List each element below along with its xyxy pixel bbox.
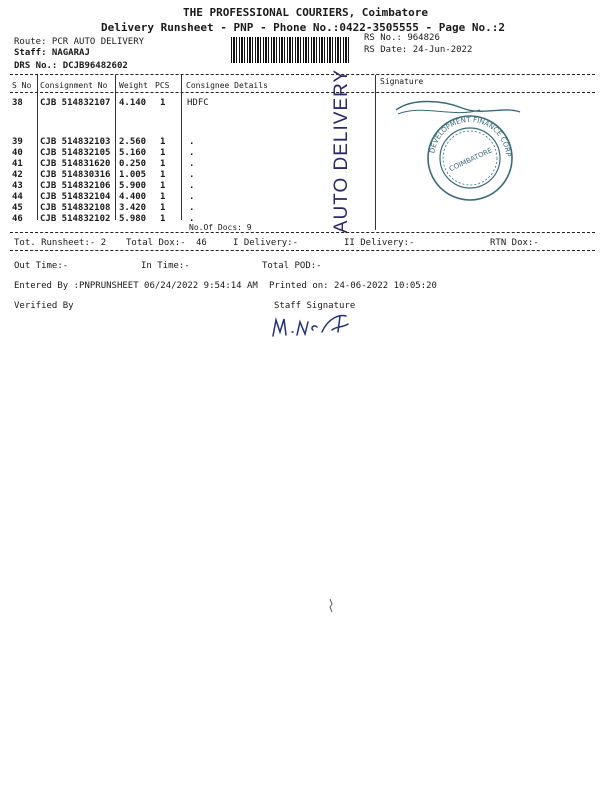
row-consignment: CJB 514832107	[40, 98, 111, 108]
seal-ring-text: DEVELOPMENT FINANCE CORP	[428, 115, 513, 158]
drs-number: DRS No.: DCJB96482602	[14, 61, 128, 71]
row-consignee: HDFC	[187, 98, 209, 108]
row-sno: 38	[12, 98, 23, 108]
totals-bottom-rule	[10, 250, 595, 251]
printed-on: Printed on: 24-06-2022 10:05:20	[269, 281, 437, 291]
ii-delivery: II Delivery:-	[344, 238, 415, 248]
col-header-sno: S No	[12, 81, 32, 90]
col-header-signature: Signature	[380, 77, 424, 86]
col-header-weight: Weight	[119, 81, 148, 90]
row-weight: 3.420	[119, 203, 147, 213]
seal-center-text: COIMBATORE	[448, 146, 494, 174]
row-pcs: 1	[160, 181, 166, 191]
out-time: Out Time:-	[14, 261, 69, 271]
row-consignee: .	[189, 203, 195, 213]
i-delivery: I Delivery:-	[233, 238, 299, 248]
in-time: In Time:-	[141, 261, 190, 271]
row-weight: 5.160	[119, 148, 147, 158]
row-pcs: 1	[160, 137, 166, 147]
row-consignee: .	[189, 192, 195, 202]
column-divider	[181, 75, 182, 220]
total-dox-label: Total Dox:-	[126, 238, 186, 248]
row-sno: 40	[12, 148, 23, 158]
column-divider	[115, 75, 116, 220]
row-sno: 42	[12, 170, 23, 180]
row-consignment: CJB 514832102	[40, 214, 111, 224]
barcode	[231, 37, 349, 63]
table-top-rule	[10, 74, 595, 75]
row-weight: 4.400	[119, 192, 147, 202]
row-pcs: 1	[160, 192, 166, 202]
row-consignee: .	[189, 159, 195, 169]
row-weight: 0.250	[119, 159, 147, 169]
col-header-consignee: Consignee Details	[186, 81, 268, 90]
col-header-consignment: Consignment No	[40, 81, 108, 90]
row-weight: 5.900	[119, 181, 147, 191]
row-consignment: CJB 514832106	[40, 181, 111, 191]
row-sno: 46	[12, 214, 23, 224]
row-consignee: .	[189, 148, 195, 158]
auto-delivery-stamp: AUTO DELIVERY	[331, 68, 352, 234]
row-pcs: 1	[160, 148, 166, 158]
row-consignee: .	[189, 214, 195, 224]
column-divider	[37, 75, 38, 220]
rs-number: RS No.: 964826	[364, 33, 440, 43]
row-sno: 45	[12, 203, 23, 213]
scan-speck	[327, 598, 335, 614]
row-consignment: CJB 514832103	[40, 137, 111, 147]
entered-by: Entered By :PNPRUNSHEET 06/24/2022 9:54:14 AM	[14, 281, 258, 291]
company-title: THE PROFESSIONAL COURIERS, Coimbatore	[183, 6, 429, 19]
row-consignment: CJB 514832108	[40, 203, 111, 213]
company-seal	[392, 96, 532, 206]
runsheet-title: Delivery Runsheet - PNP - Phone No.:0422-3505555 - Page No.:2	[101, 21, 505, 34]
no-of-docs: No.Of Docs: 9	[189, 223, 252, 232]
row-pcs: 1	[160, 98, 166, 108]
row-sno: 41	[12, 159, 23, 169]
table-header-rule	[10, 92, 595, 93]
route-label: Route: PCR AUTO DELIVERY	[14, 37, 145, 47]
tot-runsheet: Tot. Runsheet:- 2	[14, 238, 107, 248]
rtn-dox: RTN Dox:-	[490, 238, 539, 248]
staff-signature-label: Staff Signature	[274, 301, 356, 311]
row-consignee: .	[189, 137, 195, 147]
total-pod: Total POD:-	[262, 261, 322, 271]
row-weight: 1.005	[119, 170, 147, 180]
total-dox-value: 46	[196, 238, 207, 248]
column-divider	[375, 75, 376, 230]
row-consignment: CJB 514830316	[40, 170, 111, 180]
staff-label: Staff: NAGARAJ	[14, 48, 90, 58]
row-sno: 44	[12, 192, 23, 202]
row-weight: 2.560	[119, 137, 147, 147]
row-sno: 39	[12, 137, 23, 147]
verified-by: Verified By	[14, 301, 74, 311]
totals-top-rule	[10, 232, 595, 233]
row-pcs: 1	[160, 159, 166, 169]
row-consignment: CJB 514832105	[40, 148, 111, 158]
row-consignee: .	[189, 181, 195, 191]
row-consignment: CJB 514831620	[40, 159, 111, 169]
row-sno: 43	[12, 181, 23, 191]
row-pcs: 1	[160, 214, 166, 224]
row-consignee: .	[189, 170, 195, 180]
col-header-pcs: PCS	[155, 81, 170, 90]
row-pcs: 1	[160, 203, 166, 213]
row-weight: 4.140	[119, 98, 147, 108]
handwritten-signature	[270, 310, 360, 340]
rs-date: RS Date: 24-Jun-2022	[364, 45, 473, 55]
row-weight: 5.980	[119, 214, 147, 224]
row-consignment: CJB 514832104	[40, 192, 111, 202]
row-pcs: 1	[160, 170, 166, 180]
